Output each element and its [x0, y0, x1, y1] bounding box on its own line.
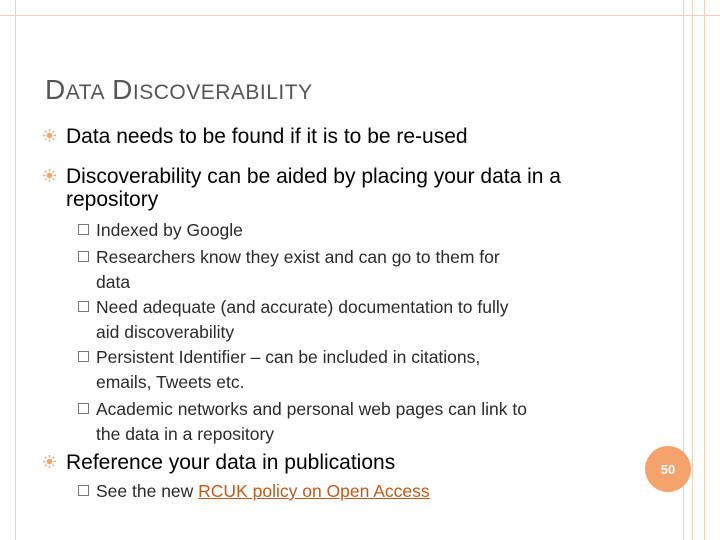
- sub-bullet-see-new: See the new RCUK policy on Open Access: [78, 479, 618, 504]
- frame-left-line: [15, 0, 16, 540]
- checkbox-bullet-icon: [78, 403, 89, 414]
- sub-bullet-1: Indexed by Google: [78, 218, 618, 243]
- bullet-text: Reference your data in publications: [66, 451, 396, 474]
- slide-number-badge: 50: [645, 446, 691, 492]
- bullet-3: [43, 451, 603, 474]
- bullet-2: [43, 165, 603, 211]
- frame-top-line: [0, 15, 720, 16]
- bullet-text: Discoverability can be aided by placing your data in a repository: [66, 165, 561, 211]
- sub-bullet-4: Persistent Identifier – can be included in citations, emails, Tweets etc.: [78, 345, 618, 395]
- frame-right-line-3: [704, 0, 705, 540]
- checkbox-bullet-icon: [78, 251, 89, 262]
- slide-title: DATA DISCOVERABILITY: [45, 74, 313, 105]
- checkbox-bullet-icon: [78, 224, 89, 235]
- bullet-text: Data needs to be found if it is to be re-used: [66, 125, 468, 148]
- sub-bullet-5: Academic networks and personal web pages can link to the data in a repository: [78, 397, 618, 447]
- rcuk-policy-link[interactable]: RCUK policy on Open Access: [198, 481, 430, 501]
- checkbox-bullet-icon: [78, 301, 89, 312]
- sub-bullet-3: Need adequate (and accurate) documentation to fully aid discoverability: [78, 295, 618, 345]
- sun-bullet-icon: [43, 169, 56, 182]
- sun-bullet-icon: [43, 455, 56, 468]
- sun-bullet-icon: [43, 129, 56, 142]
- sub-bullet-2: Researchers know they exist and can go to them for data: [78, 245, 618, 295]
- bullet-1: [43, 125, 603, 148]
- frame-right-line-2: [692, 0, 693, 540]
- checkbox-bullet-icon: [78, 485, 89, 496]
- checkbox-bullet-icon: [78, 351, 89, 362]
